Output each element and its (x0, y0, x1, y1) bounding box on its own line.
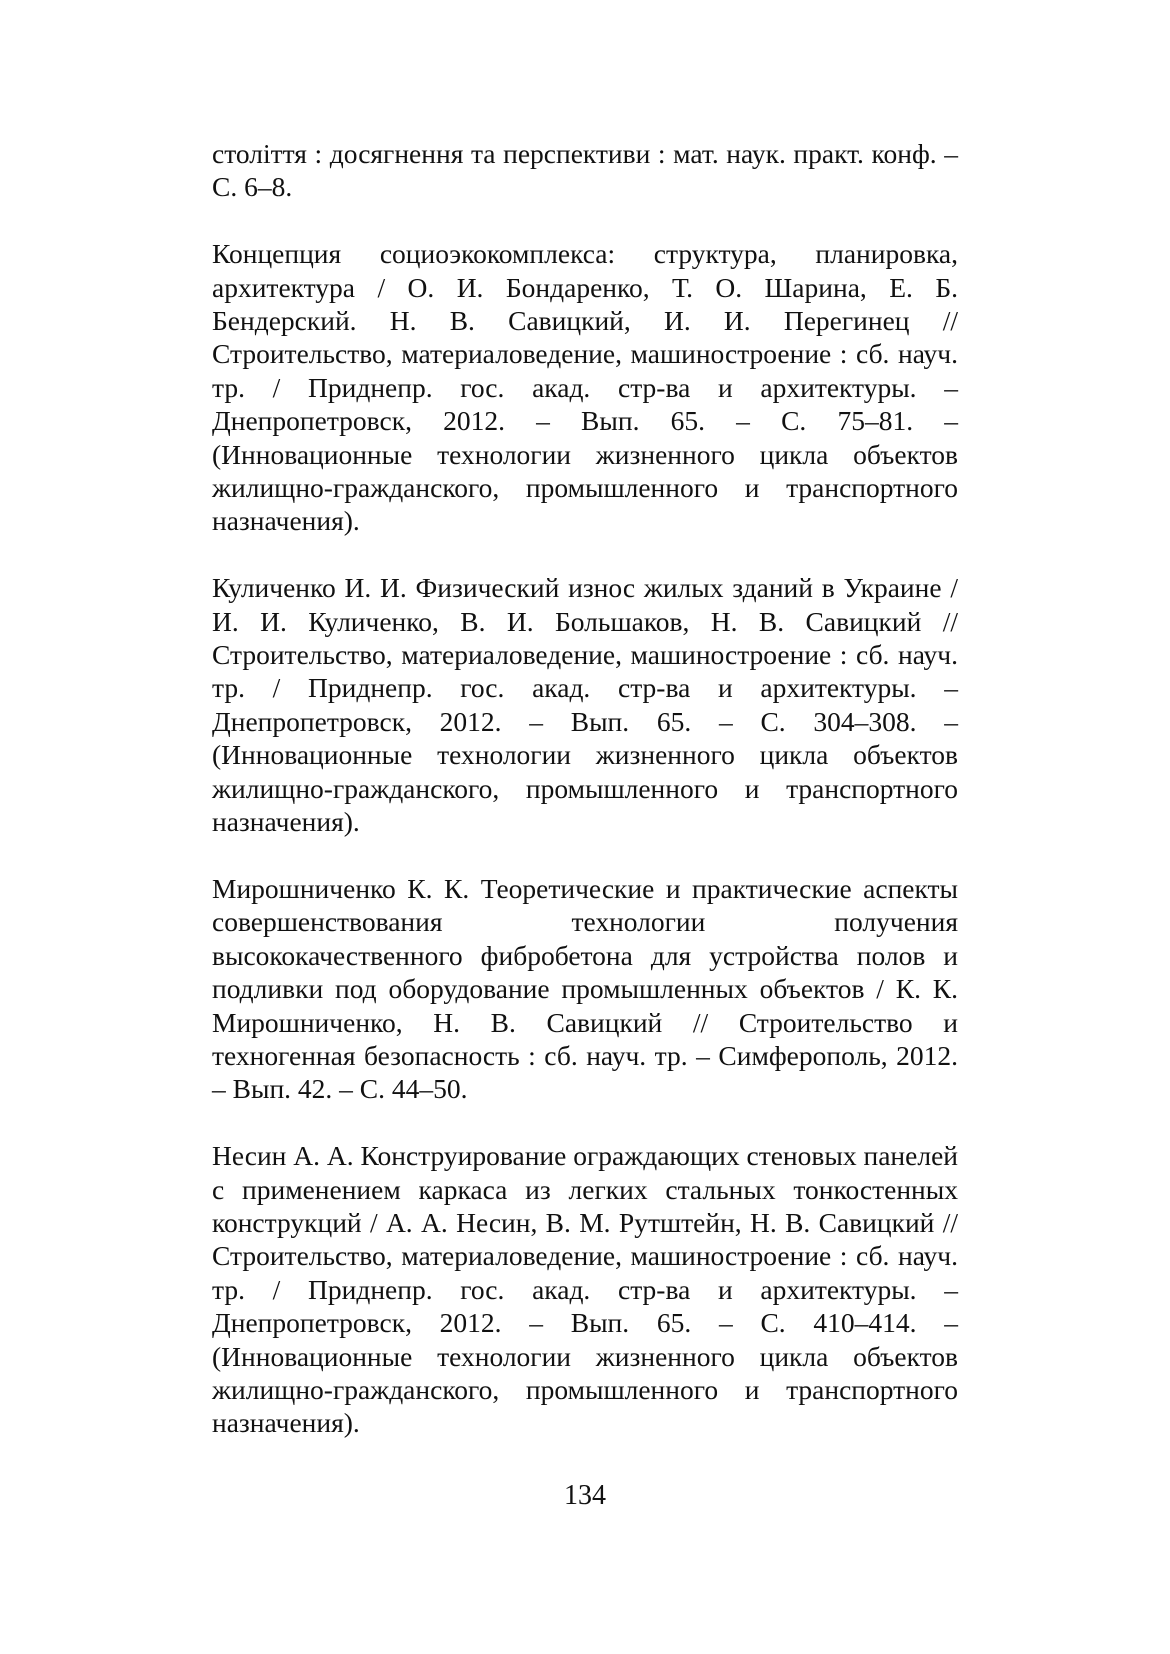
page-number: 134 (564, 1480, 606, 1511)
bibliography-entry: Концепция социоэкокомплекса: структура, планировка, архитектура / О. И. Бондаренко, Т. О. Шарина, Е. Б. Бендерский. Н. В. Савицкий, И. И. Перегинец // Строительство, материаловедение, машиностроение : сб. науч. тр. / Приднепр. гос. акад. стр-ва и архитектуры. – Днепропетровск, 2012. – Вып. 65. – С. 75–81. – (Инновационные технологии жизненного цикла объектов жилищно-гражданского, промышленного и транспортного назначения). (212, 238, 958, 537)
bibliography-entry: Куличенко И. И. Физический износ жилых зданий в Украине / И. И. Куличенко, В. И. Большаков, Н. В. Савицкий // Строительство, материаловедение, машиностроение : сб. науч. тр. / Приднепр. гос. акад. стр-ва и архитектуры. – Днепропетровск, 2012. – Вып. 65. – С. 304–308. – (Инновационные технологии жизненного цикла объектов жилищно-гражданского, промышленного и транспортного назначения). (212, 572, 958, 838)
bibliography-entry: Мирошниченко К. К. Теоретические и практические аспекты совершенствования технологии получения высококачественного фибробетона для устройства полов и подливки под оборудование промышленных объектов / К. К. Мирошниченко, Н. В. Савицкий // Строительство и техногенная безопасность : сб. науч. тр. – Симферополь, 2012. – Вып. 42. – С. 44–50. (212, 872, 958, 1105)
bibliography-entry: Несин А. А. Конструирование ограждающих стеновых панелей с применением каркаса из легких стальных тонкостенных конструкций / А. А. Несин, В. М. Рутштейн, Н. В. Савицкий // Строительство, материаловедение, машиностроение : сб. науч. тр. / Приднепр. гос. акад. стр-ва и архитектуры. – Днепропетровск, 2012. – Вып. 65. – С. 410–414. – (Инновационные технологии жизненного цикла объектов жилищно-гражданского, промышленного и транспортного назначения). (212, 1140, 958, 1439)
bibliography-list (212, 137, 958, 1473)
bibliography-entry: століття : досягнення та перспективи : мат. наук. практ. конф. – С. 6–8. (212, 138, 958, 203)
